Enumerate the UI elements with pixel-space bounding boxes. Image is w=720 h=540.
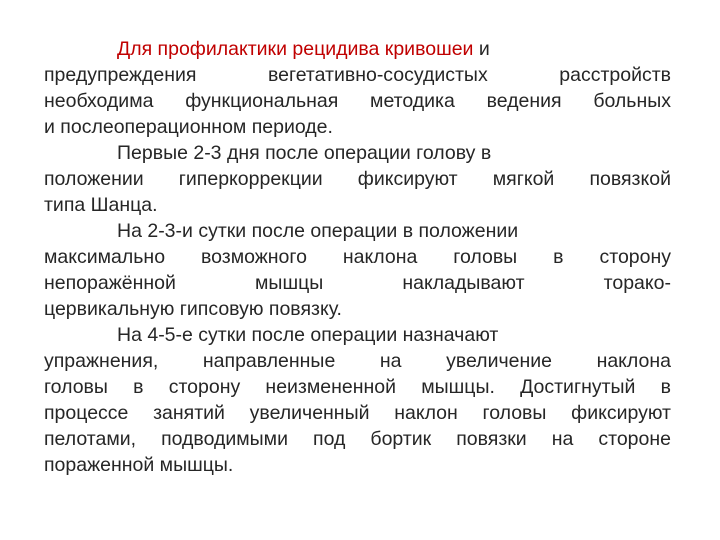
paragraph-4-line-6: пораженной мышцы.	[44, 454, 234, 476]
paragraph-4-line-3: головы в сторону неизмененной мышцы. Достигнутый в	[44, 376, 671, 398]
paragraph-3-line-1: На 2-3-и сутки после операции в положении	[117, 220, 519, 242]
paragraph-3-line-2: максимально возможного наклона головы в сторону	[44, 246, 671, 268]
paragraph-3-line-4: цервикальную гипсовую повязку.	[44, 298, 342, 320]
slide-body	[44, 36, 671, 478]
paragraph-4-line-4: процессе занятий увеличенный наклон головы фиксируют	[44, 402, 671, 424]
highlighted-phrase: Для профилактики рецидива кривошеи	[117, 38, 474, 60]
paragraph-1-line-2: предупреждения вегетативно-сосудистых расстройств	[44, 64, 671, 86]
paragraph-2-line-1: Первые 2-3 дня после операции голову в	[117, 142, 492, 164]
text-fragment: и	[473, 38, 490, 60]
paragraph-1-line-3: необходима функциональная методика ведения больных	[44, 90, 671, 112]
paragraph-3-line-3: непоражённой мышцы накладывают торако-	[44, 272, 671, 294]
paragraph-2-line-2: положении гиперкоррекции фиксируют мягкой повязкой	[44, 168, 671, 190]
paragraph-4-line-1: На 4-5-е сутки после операции назначают	[117, 324, 499, 346]
paragraph-1-line-4: и послеоперационном периоде.	[44, 116, 333, 138]
paragraph-1-line-1	[44, 36, 671, 62]
paragraph-4-line-5: пелотами, подводимыми под бортик повязки на стороне	[44, 428, 671, 450]
paragraph-4-line-2: упражнения, направленные на увеличение наклона	[44, 350, 671, 372]
paragraph-2-line-3: типа Шанца.	[44, 194, 158, 216]
